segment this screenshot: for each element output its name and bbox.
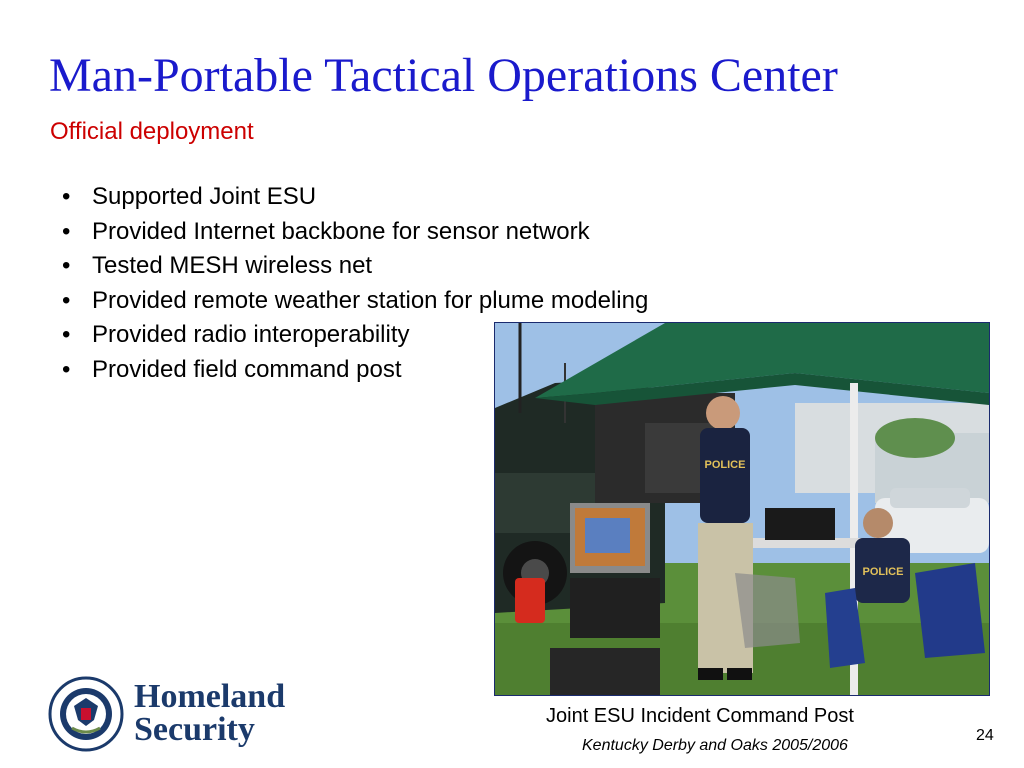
- bullet-marker: •: [62, 217, 71, 245]
- command-post-photo: [494, 322, 990, 696]
- logo-line-security: Security: [134, 711, 255, 748]
- bullet-text: Provided field command post: [92, 355, 402, 383]
- bullet-marker: •: [62, 183, 71, 210]
- dhs-seal-icon: [48, 676, 124, 752]
- bullet-marker: •: [62, 252, 71, 279]
- bullet-text: Provided radio interoperability: [92, 321, 410, 348]
- page-number: 24: [976, 727, 994, 744]
- bullet-text: Supported Joint ESU: [92, 183, 317, 210]
- bullet-marker: •: [62, 321, 71, 348]
- bullet-text: Tested MESH wireless net: [92, 252, 373, 279]
- bullet-item: [60, 284, 648, 319]
- vest-label-standing: POLICE: [704, 459, 746, 471]
- bullet-text: Provided remote weather station for plume modeling: [92, 286, 649, 314]
- photo-caption: Joint ESU Incident Command Post: [546, 705, 854, 727]
- slide-title: Man-Portable Tactical Operations Center: [49, 49, 838, 102]
- logo-line-homeland: Homeland: [134, 678, 286, 715]
- vest-label-seated: POLICE: [862, 566, 904, 578]
- photo-subcaption: Kentucky Derby and Oaks 2005/2006: [582, 737, 848, 754]
- bullet-item: [60, 180, 648, 215]
- bullet-text: Provided Internet backbone for sensor network: [92, 217, 590, 245]
- photo-illustration: [495, 323, 989, 695]
- bullet-marker: •: [62, 355, 71, 383]
- bullet-item: [60, 215, 648, 250]
- slide-subtitle: Official deployment: [50, 118, 254, 145]
- bullet-item: [60, 249, 648, 284]
- dhs-logo: [48, 676, 308, 756]
- bullet-marker: •: [62, 286, 71, 314]
